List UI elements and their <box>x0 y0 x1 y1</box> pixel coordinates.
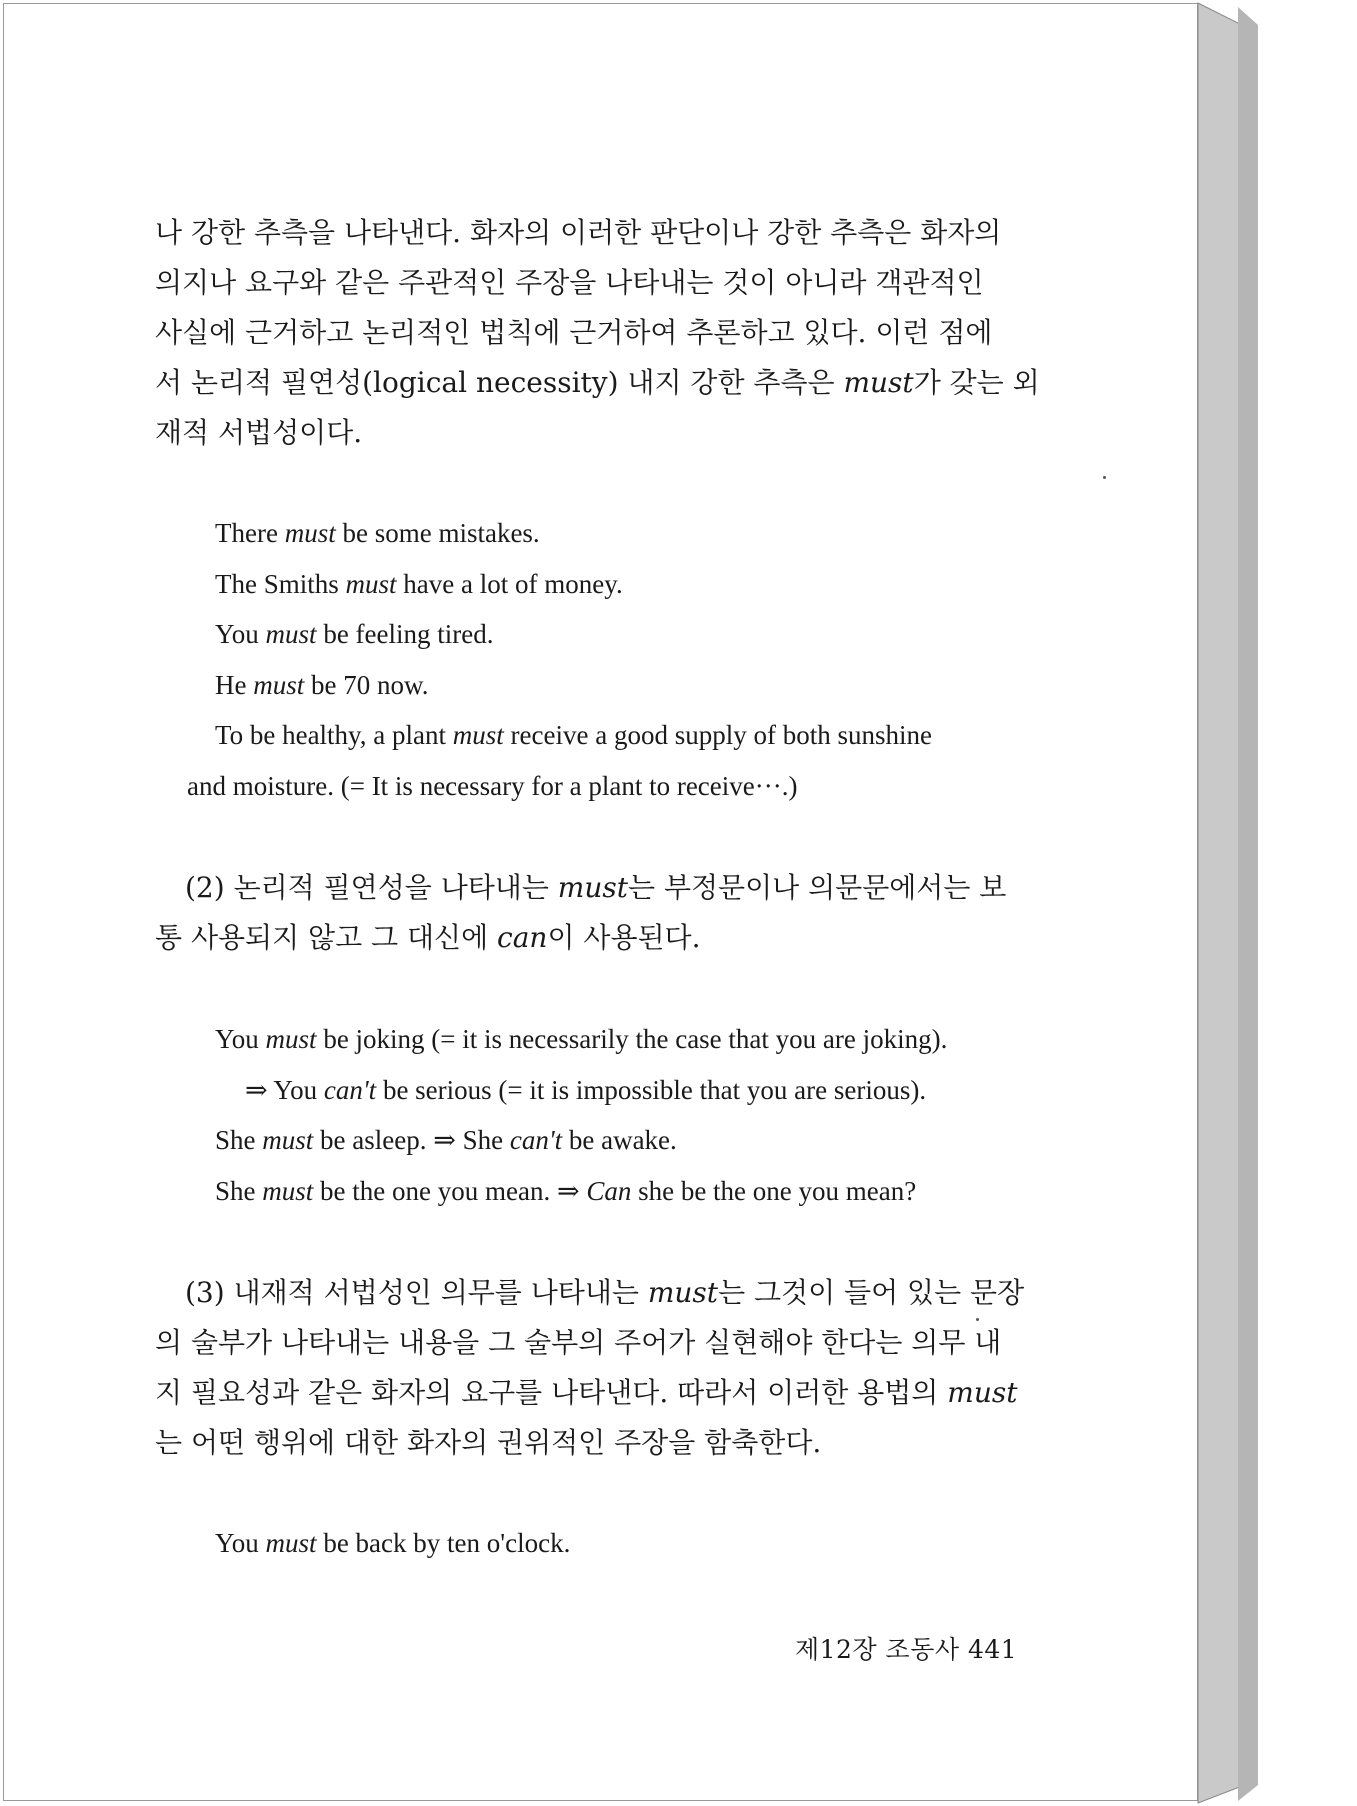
speck <box>976 1318 979 1321</box>
paragraph-3 <box>155 1268 1030 1468</box>
para3-line-1: (3) 내재적 서법성인 의무를 나타내는 must는 그것이 들어 있는 문장 <box>185 1276 1025 1309</box>
example-line-continuation: and moisture. (= It is necessary for a plant to receive···.) <box>187 770 798 801</box>
example-block-2 <box>215 1014 1035 1216</box>
example-line: To be healthy, a plant must receive a good supply of both sunshine <box>215 720 932 750</box>
example-line: You must be joking (= it is necessarily the case that you are joking). <box>215 1024 948 1054</box>
page-footer: 제12장 조동사 441 <box>795 1635 1018 1664</box>
example-line: You must be back by ten o'clock. <box>215 1528 571 1558</box>
para1-line-2: 의지나 요구와 같은 주관적인 주장을 나타내는 것이 아니라 객관적인 <box>155 266 984 299</box>
para3-line-4: 는 어떤 행위에 대한 화자의 권위적인 주장을 함축한다. <box>155 1426 822 1459</box>
para1-line-4: 서 논리적 필연성(logical necessity) 내지 강한 추측은 must가 갖는 외 <box>155 366 1040 399</box>
example-line: You must be feeling tired. <box>215 619 494 649</box>
para1-line-1: 나 강한 추측을 나타낸다. 화자의 이러한 판단이나 강한 추측은 화자의 <box>155 216 1002 249</box>
example-line: She must be the one you mean. ⇒ Can she be the one you mean? <box>215 1175 917 1206</box>
example-line: She must be asleep. ⇒ She can't be awake. <box>215 1125 677 1155</box>
example-line: There must be some mistakes. <box>215 518 540 548</box>
example-line: The Smiths must have a lot of money. <box>215 568 623 599</box>
example-line: He must be 70 now. <box>215 669 429 700</box>
speck <box>1103 476 1106 479</box>
paragraph-1 <box>155 208 1040 458</box>
example-line: ⇒ You can't be serious (= it is impossible that you are serious). <box>245 1074 927 1105</box>
para3-line-3: 지 필요성과 같은 화자의 요구를 나타낸다. 따라서 이러한 용법의 must <box>155 1376 1018 1409</box>
para3-line-2: 의 술부가 나타내는 내용을 그 술부의 주어가 실현해야 한다는 의무 내 <box>155 1326 1002 1359</box>
para2-line-2: 통 사용되지 않고 그 대신에 can이 사용된다. <box>155 921 701 954</box>
paragraph-2 <box>155 863 1030 963</box>
example-block-3 <box>215 1518 1035 1569</box>
example-block-1 <box>187 508 1035 811</box>
para2-line-1: (2) 논리적 필연성을 나타내는 must는 부정문이나 의문문에서는 보 <box>185 871 1007 904</box>
para1-line-5: 재적 서법성이다. <box>155 416 363 449</box>
para1-line-3: 사실에 근거하고 논리적인 법칙에 근거하여 추론하고 있다. 이런 점에 <box>155 316 993 349</box>
